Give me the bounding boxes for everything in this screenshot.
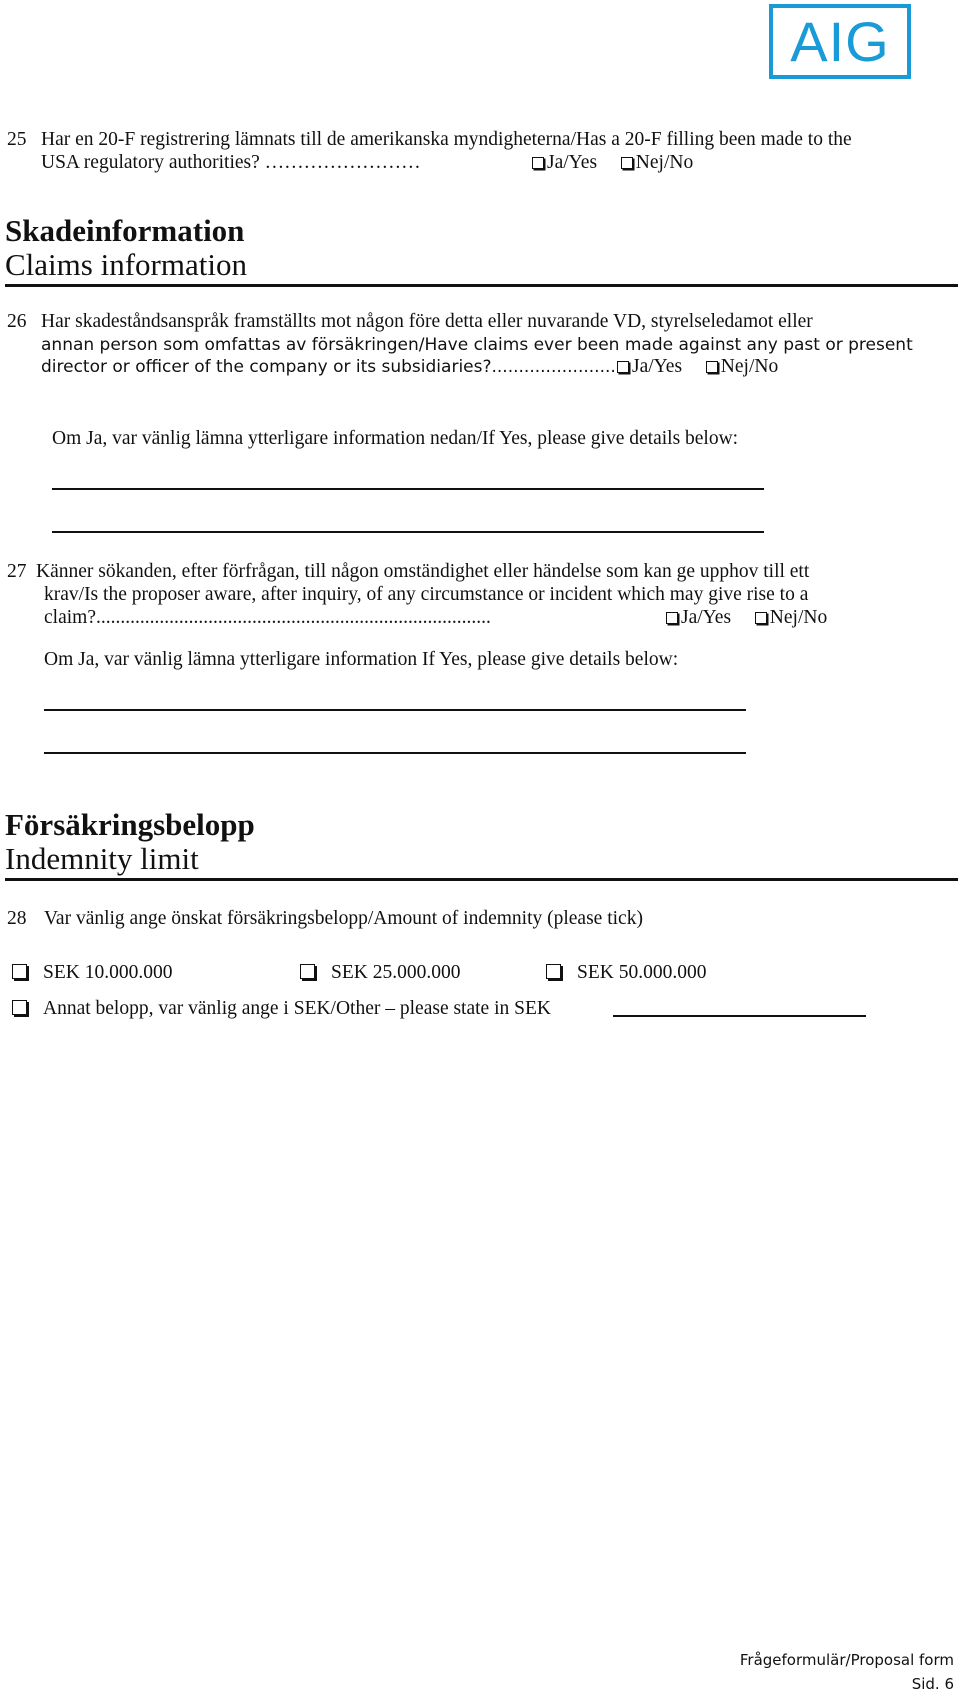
- section-title-claims-sv: Skadeinformation: [5, 213, 245, 248]
- question-27-line1: [7, 560, 809, 583]
- question-27-line3: claim?.................................................................................: [44, 607, 491, 628]
- aig-logo: [769, 4, 911, 79]
- section-title-claims-en: Claims information: [5, 247, 247, 282]
- question-26-line3: director or officer of the company or its subsidiaries?.......................: [41, 357, 616, 377]
- amount-option-50m[interactable]: [546, 961, 706, 984]
- section-divider: [5, 284, 958, 287]
- question-25-no-label: Nej/No: [635, 152, 694, 173]
- question-27-line2: krav/Is the proposer aware, after inquiry, of any circumstance or incident which may give rise to a: [44, 584, 809, 605]
- question-26-answer-line-2[interactable]: [52, 531, 764, 533]
- question-27-details-prompt: Om Ja, var vänlig lämna ytterligare information If Yes, please give details below:: [44, 649, 679, 670]
- question-25-line1: [7, 128, 852, 151]
- amount-option-25m-label: SEK 25.000.000: [331, 962, 461, 983]
- checkbox-icon[interactable]: [706, 361, 718, 373]
- question-26-line2: annan person som omfattas av försäkringen/Have claims ever been made against any past or present: [41, 335, 913, 355]
- checkbox-icon[interactable]: [12, 1000, 27, 1015]
- checkbox-icon[interactable]: [300, 964, 315, 979]
- question-26-details-prompt: Om Ja, var vänlig lämna ytterligare information nedan/If Yes, please give details below:: [52, 428, 739, 449]
- checkbox-icon[interactable]: [666, 612, 678, 624]
- section-title-limit-en: Indemnity limit: [5, 841, 199, 876]
- amount-option-10m-label: SEK 10.000.000: [43, 962, 173, 983]
- amount-option-other-label: Annat belopp, var vänlig ange i SEK/Other – please state in SEK: [43, 998, 551, 1019]
- question-26-yes-label: Ja/Yes: [632, 356, 683, 377]
- question-25-yes-option[interactable]: [532, 152, 597, 173]
- question-26-no-option[interactable]: [706, 356, 778, 377]
- question-25-yes-label: Ja/Yes: [547, 152, 598, 173]
- amount-option-10m[interactable]: [12, 961, 172, 984]
- amount-option-other[interactable]: [12, 997, 551, 1020]
- footer-page-number: Sid. 6: [911, 1675, 954, 1693]
- amount-other-input-line[interactable]: [613, 1015, 866, 1017]
- question-28-text: Var vänlig ange önskat försäkringsbelopp/Amount of indemnity (please tick): [44, 908, 643, 929]
- question-27-number: 27: [7, 561, 27, 582]
- question-27-answer-line-1[interactable]: [44, 709, 746, 711]
- checkbox-icon[interactable]: [755, 612, 767, 624]
- footer: [740, 1648, 954, 1696]
- question-27-answer-line-2[interactable]: [44, 752, 746, 754]
- footer-form-name: Frågeformulär/Proposal form: [739, 1651, 954, 1669]
- question-27-no-option[interactable]: [755, 607, 827, 628]
- question-25-text-line1: Har en 20-F registrering lämnats till de amerikanska myndigheterna/Has a 20-F filling been made to the: [41, 129, 852, 150]
- question-27-answers: [666, 606, 827, 629]
- section-title-limit-sv: Försäkringsbelopp: [5, 807, 255, 842]
- question-26-yes-option[interactable]: [617, 356, 682, 377]
- question-25-no-option[interactable]: [621, 152, 693, 173]
- question-28-number: 28: [7, 908, 27, 929]
- question-25-number: 25: [7, 129, 27, 150]
- question-26-text-line1: Har skadeståndsanspråk framställts mot någon före detta eller nuvarande VD, styrelseledamot eller: [41, 311, 813, 332]
- question-26-no-label: Nej/No: [720, 356, 779, 377]
- question-27-yes-option[interactable]: [666, 607, 731, 628]
- section-divider: [5, 878, 958, 881]
- question-26-line1: [7, 310, 813, 333]
- checkbox-icon[interactable]: [621, 157, 633, 169]
- question-25-answers: [532, 151, 693, 174]
- question-27-no-label: Nej/No: [769, 607, 828, 628]
- question-26-number: 26: [7, 311, 27, 332]
- question-26-answer-line-1[interactable]: [52, 488, 764, 490]
- question-25-text-line2: USA regulatory authorities? ……………………: [41, 152, 421, 173]
- amount-option-25m[interactable]: [300, 961, 460, 984]
- checkbox-icon[interactable]: [12, 964, 27, 979]
- question-27-yes-label: Ja/Yes: [681, 607, 732, 628]
- question-25-line2: [41, 151, 421, 174]
- checkbox-icon[interactable]: [546, 964, 561, 979]
- question-27-text-line1: Känner sökanden, efter förfrågan, till någon omständighet eller händelse som kan ge upphov till ett: [36, 561, 810, 582]
- checkbox-icon[interactable]: [617, 361, 629, 373]
- question-28-line: [7, 907, 643, 930]
- amount-option-50m-label: SEK 50.000.000: [577, 962, 707, 983]
- checkbox-icon[interactable]: [532, 157, 544, 169]
- aig-logo-text: AIG: [790, 9, 890, 73]
- question-26-answers: [617, 355, 778, 378]
